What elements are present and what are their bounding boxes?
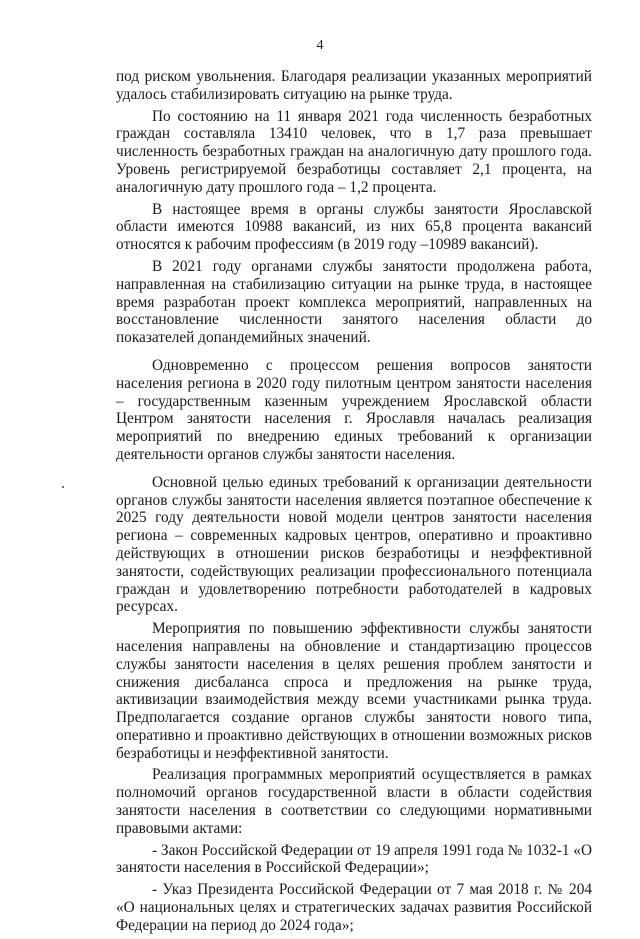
page-number: 4 — [316, 38, 324, 53]
paragraph-continuation: под риском увольнения. Благодаря реализации указанных мероприятий удалось стабилизировать ситуацию на рынке труда. — [116, 68, 592, 103]
paragraph-legal-basis: Реализация программных мероприятий осуществляется в рамках полномочий органов государственной власти в области содействия занятости населения в соответствии со следующими нормативными правовыми актами: — [116, 766, 592, 837]
list-item-law: - Закон Российской Федерации от 19 апреля 1991 года № 1032-1 «О занятости населения в Российской Федерации»; — [116, 841, 592, 877]
paragraph-unemployment-stats: По состоянию на 11 января 2021 года численность безработных граждан составляла 13410 человек, что в 1,7 раза превышает численность безработных граждан на аналогичную дату прошлого года. Уровень регистрируемой безработицы составляет 2,1 процента, на аналогичную дату прошлого года – 1,2 процента. — [116, 107, 592, 196]
list-item-decree: - Указ Президента Российской Федерации от 7 мая 2018 г. № 204 «О национальных целях и стратегических задачах развития Российской Федерации на период до 2024 года»; — [116, 881, 592, 934]
paragraph-vacancies: В настоящее время в органы службы занятости Ярославской области имеются 10988 вакансий, из них 65,8 процента вакансий относятся к рабочим профессиям (в 2019 году –10989 вакансий). — [116, 200, 592, 254]
paragraph-main-goal: Основной целью единых требований к организации деятельности органов службы занятости населения является поэтапное обеспечение к 2025 году деятельности новой модели центров занятости населения региона – современных кадровых центров, оперативно и проактивно действующих в отношении рисков безработицы и неэффективной занятости, содействующих реализации профессионального потенциала граждан и удовлетворению потребности работодателей в кадровых ресурсах. — [116, 473, 592, 616]
paragraph-2021-work: В 2021 году органами службы занятости продолжена работа, направленная на стабилизацию ситуации на рынке труда, в настоящее время разработан проект комплекса мероприятий, направленных на восстановление численности занятого населения области до показателей допандемийных значений. — [116, 257, 592, 347]
scan-speck — [62, 486, 64, 488]
paragraph-pilot-center: Одновременно с процессом решения вопросов занятости населения региона в 2020 году пилотным центром занятости населения – государственным казенным учреждением Ярославской области Центром занятости населения г. Ярославля началась реализация мероприятий по внедрению единых требований к организации деятельности органов службы занятости населения. — [116, 356, 592, 463]
document-body — [116, 68, 592, 939]
paragraph-efficiency-measures: Мероприятия по повышению эффективности службы занятости населения направлены на обновление и стандартизацию процессов службы занятости населения в целях решения проблем занятости и снижения дисбаланса спроса и предложения на рынке труда, активизации взаимодействия между всеми участниками рынка труда. Предполагается создание органов службы занятости нового типа, оперативно и проактивно действующих в отношении возможных рисков безработицы и неэффективной занятости. — [116, 620, 592, 762]
